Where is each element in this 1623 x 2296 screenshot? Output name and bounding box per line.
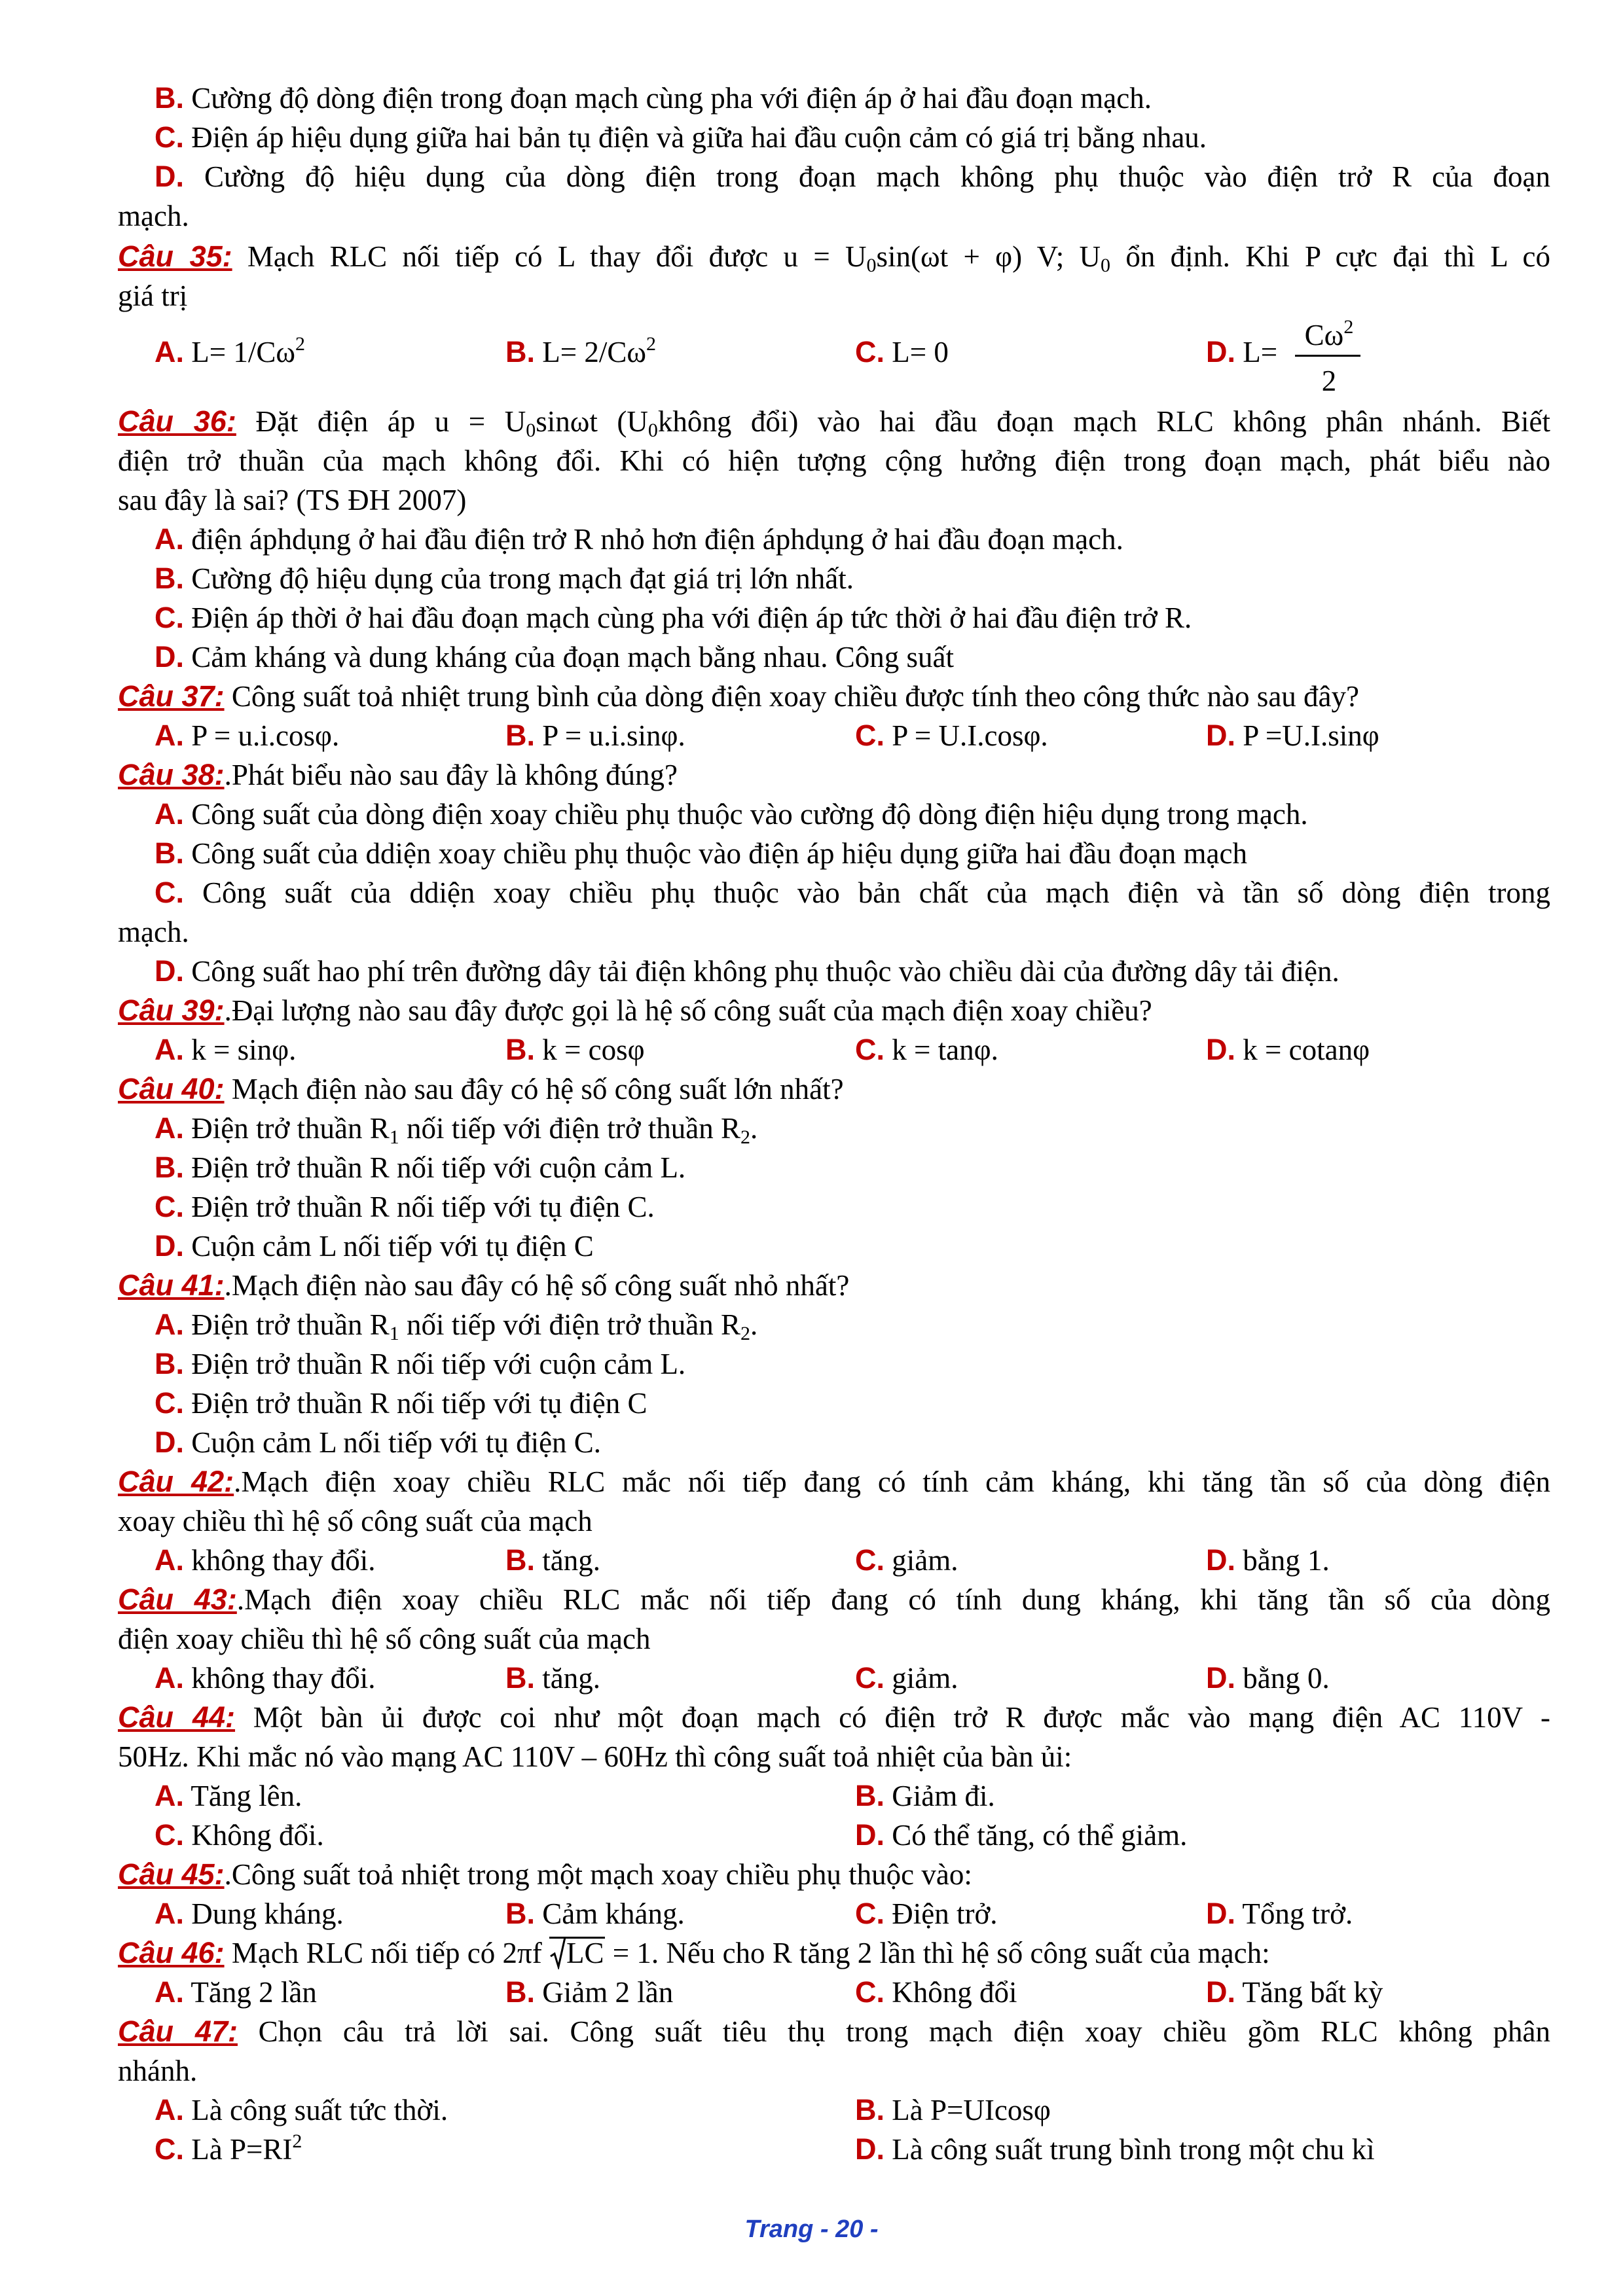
option-label: A. xyxy=(155,522,184,556)
radicand: LC xyxy=(566,1937,604,1969)
option-label: C. xyxy=(155,1190,184,1223)
question-text: Mạch RLC nối tiếp có L thay đổi được u = U xyxy=(232,240,867,273)
fraction-bar xyxy=(1295,355,1360,357)
question-label: Câu 37: xyxy=(118,679,225,713)
option-text: Tăng 2 lần xyxy=(184,1976,317,2009)
answer-38-d xyxy=(155,953,1340,990)
question-label: Câu 38: xyxy=(118,758,225,791)
option-text: Điện trở thuần R nối tiếp với cuộn cảm L. xyxy=(184,1348,686,1380)
option-label: D. xyxy=(1206,1543,1235,1577)
answer-40-b xyxy=(155,1149,685,1186)
option-label: C. xyxy=(855,1975,884,2009)
option-label: B. xyxy=(505,335,535,368)
option-label: C. xyxy=(855,719,884,752)
answer-42-a xyxy=(155,1542,375,1579)
question-39 xyxy=(118,992,1152,1029)
answer-40-a xyxy=(155,1110,757,1147)
option-text: Điện áp thời ở hai đầu đoạn mạch cùng pha với điện áp tức thời ở hai đầu điện trở R. xyxy=(184,601,1192,634)
option-label: D. xyxy=(155,1229,184,1263)
question-text: Chọn câu trả lời sai. Công suất tiêu thụ trong mạch điện xoay chiều gồm RLC không phân xyxy=(237,2015,1550,2048)
option-label: C. xyxy=(855,1543,884,1577)
option-label: D. xyxy=(1206,1975,1235,2009)
question-35 xyxy=(118,238,1550,275)
option-label: C. xyxy=(155,1818,184,1852)
option-label: B. xyxy=(155,836,184,870)
option-text: Không đổi xyxy=(884,1976,1017,2009)
option-text: Tổng trở. xyxy=(1235,1897,1353,1930)
answer-36-d xyxy=(155,639,954,675)
answer-40-d xyxy=(155,1228,594,1265)
answer-47-c xyxy=(155,2131,302,2168)
answer-36-a xyxy=(155,521,1123,558)
answer-35-a xyxy=(155,334,305,370)
answer-43-b xyxy=(505,1660,600,1696)
answer-39-a xyxy=(155,1031,296,1068)
question-label: Câu 36: xyxy=(118,404,236,438)
page-number: Trang - 20 - xyxy=(744,2215,879,2243)
option-text: L= 0 xyxy=(884,336,949,368)
option-text: Điện áp hiệu dụng giữa hai bản tụ điện và giữa hai đầu cuộn cảm có giá trị bằng nhau. xyxy=(184,121,1207,154)
answer-47-b xyxy=(855,2092,1051,2128)
option-text: Điện trở thuần R xyxy=(184,1112,390,1145)
option-label: C. xyxy=(855,1033,884,1066)
option-label: A. xyxy=(155,1661,184,1695)
option-text: bằng 0. xyxy=(1235,1662,1330,1695)
question-label: Câu 42: xyxy=(118,1465,234,1498)
option-text: nối tiếp với điện trở thuần R xyxy=(399,1308,741,1341)
option-label: B. xyxy=(155,562,184,595)
answer-45-a xyxy=(155,1895,344,1932)
option-b xyxy=(155,80,1152,117)
answer-38-c xyxy=(155,874,1550,911)
option-text: k = cosφ xyxy=(535,1033,645,1066)
answer-37-b xyxy=(505,717,685,754)
option-label: D. xyxy=(1206,335,1235,368)
option-text: Cảm kháng. xyxy=(535,1897,685,1930)
answer-45-d xyxy=(1206,1895,1353,1932)
option-text: Điện trở thuần R nối tiếp với cuộn cảm L. xyxy=(184,1151,686,1184)
option-text: Cảm kháng và dung kháng của đoạn mạch bằng nhau. Công suất xyxy=(184,641,954,673)
question-43-line-2: điện xoay chiều thì hệ số công suất của mạch xyxy=(118,1623,651,1655)
option-label: A. xyxy=(155,2093,184,2126)
answer-41-a xyxy=(155,1306,757,1343)
numerator-text: Cω xyxy=(1304,319,1344,351)
option-label: D. xyxy=(855,1818,884,1852)
option-text: Dung kháng. xyxy=(184,1897,344,1930)
option-label: A. xyxy=(155,1111,184,1145)
question-text: Đặt điện áp u = U xyxy=(236,405,526,438)
question-text: Mạch RLC nối tiếp có 2πf xyxy=(224,1937,549,1969)
option-text: Có thể tăng, có thể giảm. xyxy=(884,1819,1188,1852)
answer-42-d xyxy=(1206,1542,1330,1579)
option-text: Cường độ hiệu dụng của trong mạch đạt giá trị lớn nhất. xyxy=(184,562,854,595)
question-44-line-2: 50Hz. Khi mắc nó vào mạng AC 110V – 60Hz thì công suất toả nhiệt của bàn ủi: xyxy=(118,1740,1072,1773)
option-label: D. xyxy=(855,2132,884,2166)
option-label: B. xyxy=(855,1779,884,1812)
option-text: tăng. xyxy=(535,1544,600,1577)
option-text: Công suất hao phí trên đường dây tải điện không phụ thuộc vào chiều dài của đường dây tải điện. xyxy=(184,955,1340,988)
question-37 xyxy=(118,678,1359,715)
option-text: không thay đổi. xyxy=(184,1662,376,1695)
option-text: điện áphdụng ở hai đầu điện trở R nhỏ hơn điện áphdụng ở hai đầu đoạn mạch. xyxy=(184,523,1123,556)
option-label: A. xyxy=(155,1033,184,1066)
option-label: A. xyxy=(155,797,184,831)
option-text: k = tanφ. xyxy=(884,1033,998,1066)
option-text: Công suất của ddiện xoay chiều phụ thuộc vào bản chất của mạch điện và tần số dòng điện trong xyxy=(184,876,1550,909)
option-label: C. xyxy=(855,1897,884,1930)
question-45 xyxy=(118,1856,972,1893)
option-label: A. xyxy=(155,335,184,368)
option-label: B. xyxy=(155,1151,184,1184)
answer-46-b xyxy=(505,1974,673,2011)
option-text: giảm. xyxy=(884,1544,958,1577)
option-text: k = cotanφ xyxy=(1235,1033,1370,1066)
superscript: 2 xyxy=(295,333,306,355)
option-text: Công suất của ddiện xoay chiều phụ thuộc vào điện áp hiệu dụng giữa hai đầu đoạn mạch xyxy=(184,837,1247,870)
question-42 xyxy=(118,1463,1550,1500)
answer-41-d xyxy=(155,1424,601,1461)
answer-38-b xyxy=(155,835,1247,872)
answer-39-c xyxy=(855,1031,998,1068)
option-label: B. xyxy=(505,1661,535,1695)
question-label: Câu 47: xyxy=(118,2015,238,2048)
answer-46-a xyxy=(155,1974,317,2011)
question-text: Công suất toả nhiệt trung bình của dòng điện xoay chiều được tính theo công thức nào sau đây? xyxy=(224,680,1359,713)
question-40 xyxy=(118,1071,844,1107)
question-label: Câu 46: xyxy=(118,1936,225,1969)
answer-42-b xyxy=(505,1542,600,1579)
option-text: Là công suất trung bình trong một chu kì xyxy=(884,2133,1375,2166)
option-text: Tăng bất kỳ xyxy=(1235,1976,1383,2009)
option-text: tăng. xyxy=(535,1662,600,1695)
option-label: D. xyxy=(1206,1033,1235,1066)
question-text: không đổi) vào hai đầu đoạn mạch RLC không phân nhánh. Biết xyxy=(657,405,1550,438)
question-label: Câu 40: xyxy=(118,1072,225,1105)
question-41 xyxy=(118,1267,849,1304)
question-label: Câu 39: xyxy=(118,994,225,1027)
option-text: Công suất của dòng điện xoay chiều phụ thuộc vào cường độ dòng điện hiệu dụng trong mạch. xyxy=(184,798,1308,831)
subscript: 2 xyxy=(740,1126,751,1148)
answer-35-c xyxy=(855,334,949,370)
option-text: giảm. xyxy=(884,1662,958,1695)
answer-39-b xyxy=(505,1031,645,1068)
subscript: 0 xyxy=(1101,255,1111,275)
fraction-numerator xyxy=(1296,318,1362,352)
question-text: ổn định. Khi P cực đại thì L có xyxy=(1110,240,1550,273)
question-text: .Công suất toả nhiệt trong một mạch xoay chiều phụ thuộc vào: xyxy=(224,1858,972,1891)
option-text: Là công suất tức thời. xyxy=(184,2094,448,2126)
option-text: Là P=UIcosφ xyxy=(884,2094,1051,2126)
question-text: sin(ωt + φ) V; U xyxy=(876,240,1101,273)
option-label: D. xyxy=(155,1426,184,1459)
question-47 xyxy=(118,2013,1550,2050)
option-text: Giảm 2 lần xyxy=(535,1976,674,2009)
option-label: D. xyxy=(155,954,184,988)
subscript: 2 xyxy=(740,1323,751,1344)
answer-35-b xyxy=(505,334,656,370)
option-text: Cuộn cảm L nối tiếp với tụ điện C xyxy=(184,1230,594,1263)
option-label: A. xyxy=(155,1897,184,1930)
question-label: Câu 41: xyxy=(118,1268,225,1302)
answer-44-d xyxy=(855,1817,1187,1854)
option-text: Cường độ dòng điện trong đoạn mạch cùng pha với điện áp ở hai đầu đoạn mạch. xyxy=(184,82,1152,115)
question-label: Câu 45: xyxy=(118,1857,225,1891)
option-label: C. xyxy=(155,1386,184,1420)
option-text: nối tiếp với điện trở thuần R xyxy=(399,1112,741,1145)
option-label: A. xyxy=(155,1308,184,1341)
answer-35-d xyxy=(1206,334,1277,370)
question-label: Câu 44: xyxy=(118,1700,236,1734)
question-46 xyxy=(118,1935,1270,1971)
answer-45-c xyxy=(855,1895,998,1932)
superscript: 2 xyxy=(1343,316,1354,338)
option-text: không thay đổi. xyxy=(184,1544,376,1577)
option-label: D. xyxy=(155,640,184,673)
option-text: Không đổi. xyxy=(184,1819,324,1852)
answer-36-c xyxy=(155,600,1192,636)
option-text: Giảm đi. xyxy=(884,1780,995,1812)
option-text: k = sinφ. xyxy=(184,1033,297,1066)
question-text: .Mạch điện xoay chiều RLC mắc nối tiếp đang có tính dung kháng, khi tăng tần số của dòng xyxy=(236,1583,1550,1616)
subscript: 0 xyxy=(526,420,536,440)
question-text: Mạch điện nào sau đây có hệ số công suất lớn nhất? xyxy=(224,1073,844,1105)
option-label: B. xyxy=(505,1543,535,1577)
question-text: .Mạch điện xoay chiều RLC mắc nối tiếp đang có tính cảm kháng, khi tăng tần số của dòng điện xyxy=(234,1465,1550,1498)
question-38 xyxy=(118,757,678,793)
question-36-line-3: sau đây là sai? (TS ĐH 2007) xyxy=(118,484,467,516)
superscript: 2 xyxy=(292,2130,302,2152)
answer-46-d xyxy=(1206,1974,1383,2011)
subscript: 0 xyxy=(647,420,658,440)
answer-45-b xyxy=(505,1895,685,1932)
option-label: A. xyxy=(155,1975,184,2009)
option-text: Điện trở thuần R nối tiếp với tụ điện C. xyxy=(184,1191,655,1223)
question-label: Câu 43: xyxy=(118,1583,237,1616)
option-text: bằng 1. xyxy=(1235,1544,1330,1577)
option-label: C. xyxy=(855,1661,884,1695)
option-label: B. xyxy=(505,1033,535,1066)
option-text: Là P=RI xyxy=(184,2133,293,2166)
answer-42-c xyxy=(855,1542,958,1579)
option-d-continuation: mạch. xyxy=(118,200,189,232)
option-label: B. xyxy=(505,1975,535,2009)
question-text: = 1. Nếu cho R tăng 2 lần thì hệ số công suất của mạch: xyxy=(605,1937,1270,1969)
sqrt-expression xyxy=(549,1937,606,1967)
answer-37-a xyxy=(155,717,339,754)
question-text: Một bàn ủi được coi như một đoạn mạch có điện trở R được mắc vào mạng điện AC 110V - xyxy=(235,1701,1550,1734)
answer-38-c-continuation: mạch. xyxy=(118,916,189,948)
answer-41-c xyxy=(155,1385,647,1422)
question-42-line-2: xoay chiều thì hệ số công suất của mạch xyxy=(118,1505,593,1537)
sqrt-icon xyxy=(549,1937,566,1969)
answer-44-a xyxy=(155,1778,302,1814)
option-label: C. xyxy=(155,120,184,154)
answer-39-d xyxy=(1206,1031,1370,1068)
option-text: Tăng lên. xyxy=(184,1780,302,1812)
answer-38-a xyxy=(155,796,1308,833)
answer-37-d xyxy=(1206,717,1379,754)
answer-46-c xyxy=(855,1974,1017,2011)
option-label: D. xyxy=(1206,1897,1235,1930)
answer-47-d xyxy=(855,2131,1375,2168)
option-label: A. xyxy=(155,719,184,752)
option-label: B. xyxy=(855,2093,884,2126)
subscript: 1 xyxy=(389,1323,399,1344)
option-text: P =U.I.sinφ xyxy=(1235,719,1379,752)
option-text: P = u.i.cosφ. xyxy=(184,719,340,752)
answer-36-b xyxy=(155,560,854,597)
subscript: 0 xyxy=(866,255,877,275)
option-label: D. xyxy=(155,160,184,193)
option-text: P = u.i.sinφ. xyxy=(535,719,685,752)
question-47-line-2: nhánh. xyxy=(118,2054,198,2087)
option-text: Điện trở thuần R nối tiếp với tụ điện C xyxy=(184,1387,647,1420)
option-text: Cuộn cảm L nối tiếp với tụ điện C. xyxy=(184,1426,602,1459)
option-label: C. xyxy=(855,335,884,368)
answer-41-b xyxy=(155,1346,685,1382)
answer-44-b xyxy=(855,1778,995,1814)
option-text: L= 2/Cω xyxy=(535,336,647,368)
option-text: . xyxy=(750,1112,758,1145)
option-text: L= xyxy=(1235,336,1278,368)
subscript: 1 xyxy=(389,1126,399,1148)
option-c xyxy=(155,119,1207,156)
fraction-denominator: 2 xyxy=(1321,365,1337,397)
question-35-continuation: giá trị xyxy=(118,279,188,312)
option-label: C. xyxy=(155,876,184,909)
question-label: Câu 35: xyxy=(118,240,232,273)
question-36-line-2: điện trở thuần của mạch không đổi. Khi có hiện tượng cộng hưởng điện trong đoạn mạch, phát biểu nào xyxy=(118,444,1550,477)
option-text: Điện trở. xyxy=(884,1897,998,1930)
option-label: B. xyxy=(155,1347,184,1380)
superscript: 2 xyxy=(646,333,657,355)
question-text: .Mạch điện nào sau đây có hệ số công suất nhỏ nhất? xyxy=(224,1269,850,1302)
answer-44-c xyxy=(155,1817,324,1854)
option-label: A. xyxy=(155,1543,184,1577)
option-label: B. xyxy=(155,81,184,115)
option-label: B. xyxy=(505,719,535,752)
option-text: L= 1/Cω xyxy=(184,336,296,368)
option-label: C. xyxy=(155,601,184,634)
question-44 xyxy=(118,1699,1550,1736)
question-text: .Đại lượng nào sau đây được gọi là hệ số công suất của mạch điện xoay chiều? xyxy=(224,994,1152,1027)
question-text: .Phát biểu nào sau đây là không đúng? xyxy=(224,759,678,791)
question-43 xyxy=(118,1581,1550,1618)
option-text: P = U.I.cosφ. xyxy=(884,719,1048,752)
answer-43-a xyxy=(155,1660,375,1696)
question-text: sinωt (U xyxy=(536,405,648,438)
answer-43-c xyxy=(855,1660,958,1696)
option-label: D. xyxy=(1206,1661,1235,1695)
option-label: B. xyxy=(505,1897,535,1930)
option-label: D. xyxy=(1206,719,1235,752)
answer-43-d xyxy=(1206,1660,1330,1696)
answer-37-c xyxy=(855,717,1048,754)
answer-40-c xyxy=(155,1189,655,1225)
option-label: A. xyxy=(155,1779,184,1812)
option-text: Cường độ hiệu dụng của dòng điện trong đoạn mạch không phụ thuộc vào điện trở R của đoạn xyxy=(184,160,1550,193)
question-36 xyxy=(118,403,1550,440)
option-text: . xyxy=(750,1308,758,1341)
answer-47-a xyxy=(155,2092,448,2128)
option-d xyxy=(155,158,1550,195)
option-label: C. xyxy=(155,2132,184,2166)
option-text: Điện trở thuần R xyxy=(184,1308,390,1341)
